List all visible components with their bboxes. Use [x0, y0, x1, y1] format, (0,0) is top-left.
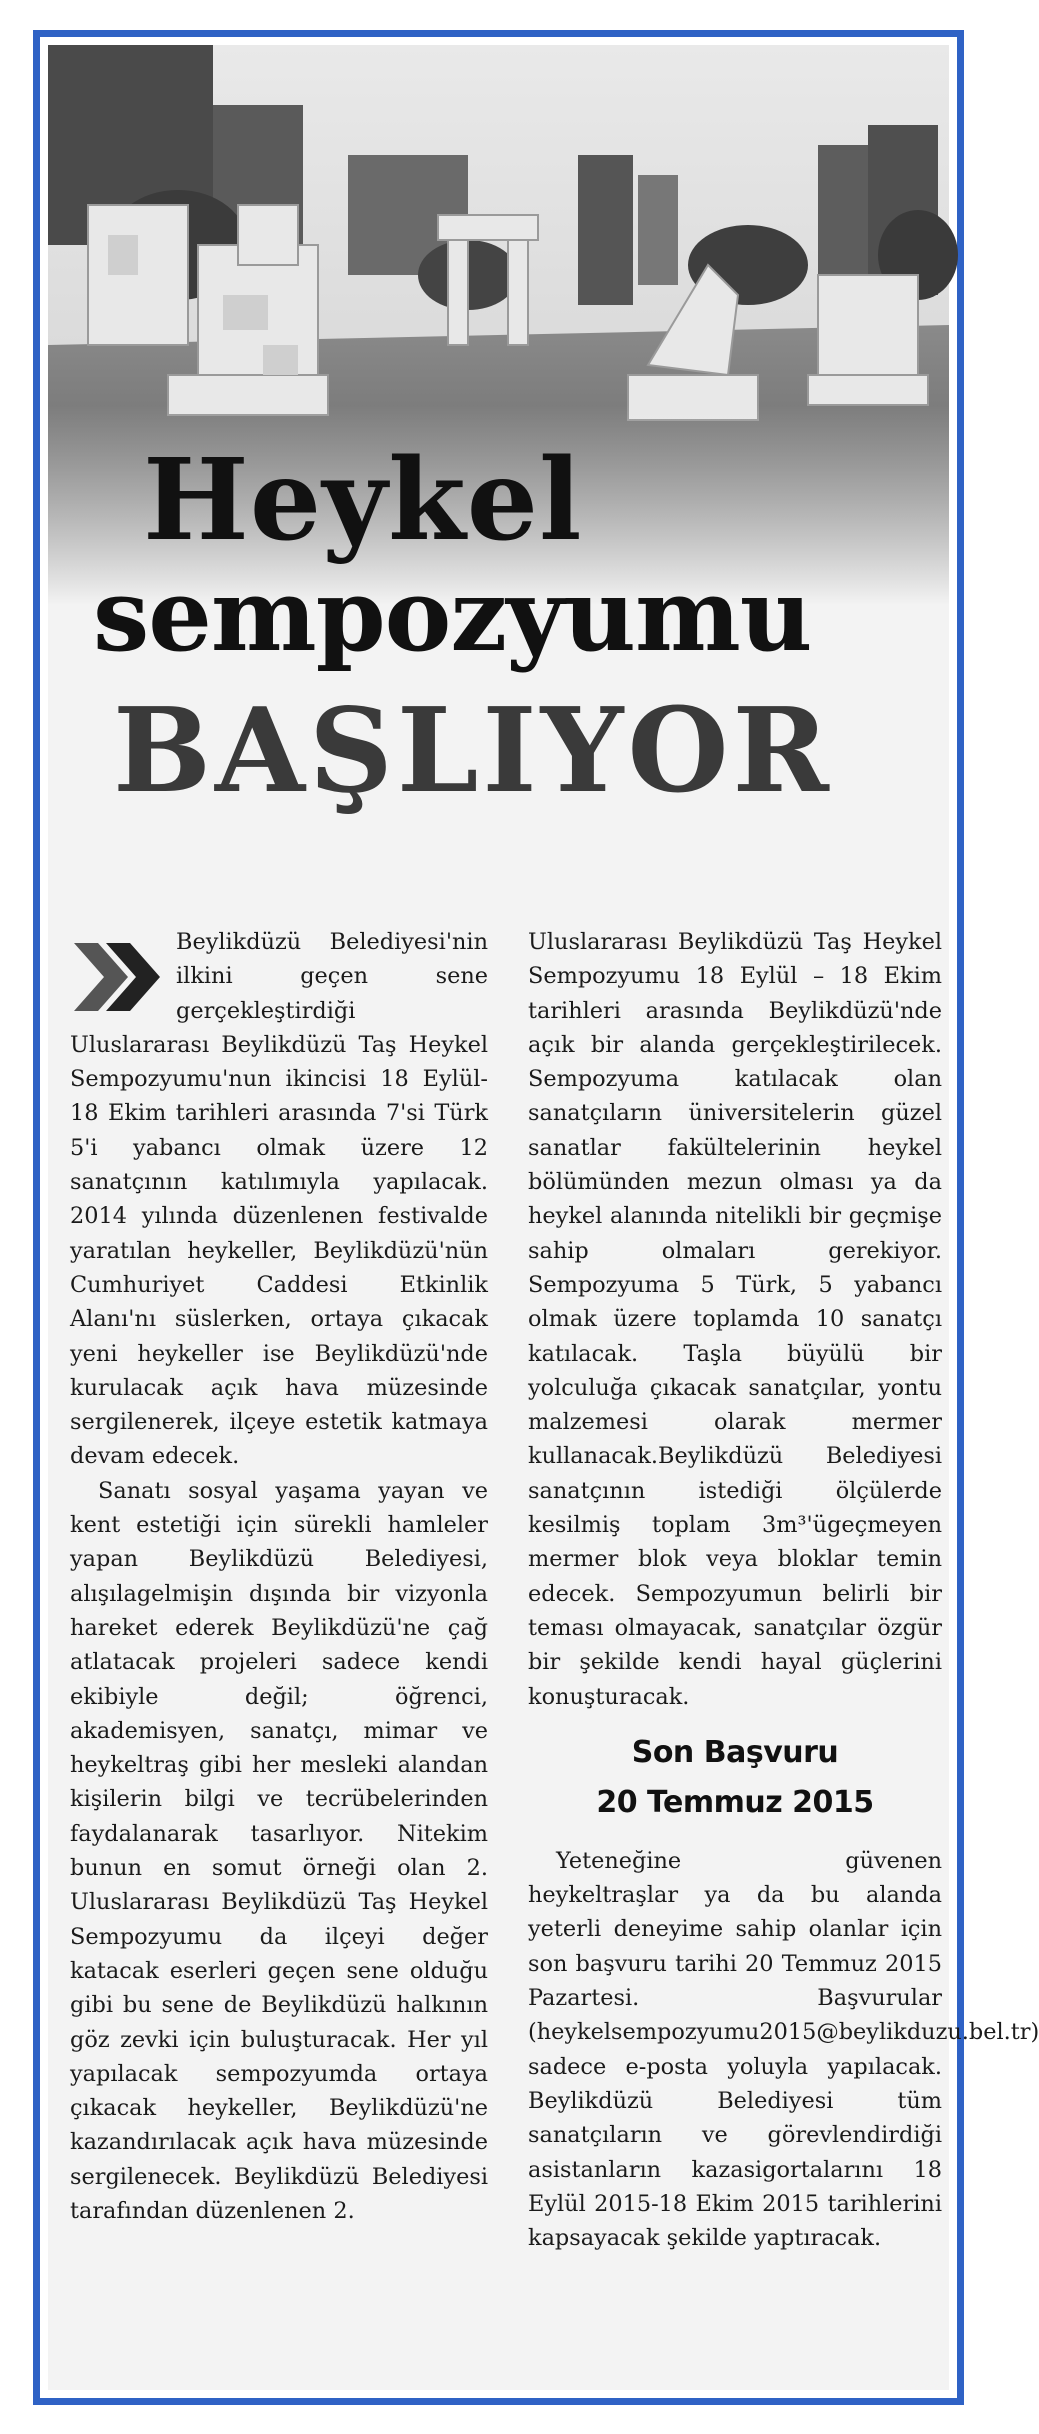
body-paragraph: Beylikdüzü Belediyesi'nin ilkini geçen sene gerçekleştirdiği Uluslararası Beylikdüzü Taş Heykel Sempozyumu'nun ikincisi 18 Eylül-18 Ekim tarihleri arasında 7'si Türk 5'i yabancı olmak üzere 12 sanatçının katılımıyla yapılacak. 2014 yılında düzenlenen festivalde yaratılan heykeller, Beylikdüzü'nün Cumhuriyet Caddesi Etkinlik Alanı'nı süslerken, ortaya çıkacak yeni heykeller ise Beylikdüzü'nde kurulacak açık hava müzesinde sergilenerek, ilçeye estetik katmaya devam edecek. — [70, 929, 488, 1470]
article-frame — [33, 30, 1039, 2405]
subheading — [528, 1728, 942, 1828]
body-paragraph: Uluslararası Beylikdüzü Taş Heykel Sempozyumu 18 Eylül – 18 Ekim tarihleri arasında Beylikdüzü'nde açık bir alanda gerçekleştirilecek. Sempozyuma katılacak olan sanatçıların üniversitelerin güzel sanatlar fakültelerinin heykel bölümünden mezun olması ya da heykel alanında nitelikli bir geçmişe sahip olmaları gerekiyor. Sempozyuma 5 Türk, 5 yabancı olmak üzere toplamda 10 sanatçı katılacak. Taşla büyülü bir yolculuğa çıkacak sanatçılar, yontu malzemesi olarak mermer kullanacak.Beylikdüzü Belediyesi sanatçının istediği ölçülerde kesilmiş toplam 3m³'ügeçmeyen mermer blok veya bloklar temin edecek. Sempozyumun belirli bir teması olmayacak, sanatçılar özgür bir şekilde kendi hayal güçlerini konuşturacak. — [528, 929, 942, 1710]
headline-line-2: sempozyumu — [93, 556, 812, 674]
column-right — [528, 925, 1039, 2255]
headline-line-3: BAŞLIYOR — [113, 683, 833, 819]
headline-line-1: Heykel — [143, 435, 583, 566]
column-left — [70, 925, 488, 2228]
body-paragraph: Sanatı sosyal yaşama yayan ve kent estetiği için sürekli hamleler yapan Beylikdüzü Belediyesi, alışılagelmişin dışında bir vizyonla hareket ederek Beylikdüzü'ne çağ atlatacak projeleri sadece kendi ekibiyle değil; öğrenci, akademisyen, sanatçı, mimar ve heykeltraş gibi her mesleki alandan kişilerin bilgi ve tecrübelerinden faydalanarak tasarlıyor. Nitekim bunun en somut örneği olan 2. Uluslararası Beylikdüzü Taş Heykel Sempozyumu da ilçeyi değer katacak eserleri geçen sene olduğu gibi bu sene de Beylikdüzü halkının göz zevki için buluşturacak. Her yıl yapılacak sempozyumda ortaya çıkacak heykeller, Beylikdüzü'ne kazandırılacak açık hava müzesinde sergilenecek. Beylikdüzü Belediyesi tarafından düzenlenen 2. — [70, 1477, 488, 2224]
double-chevron-right-icon — [70, 929, 166, 1025]
body-paragraph: Yeteneğine güvenen heykeltraşlar ya da bu alanda yeterli deneyime sahip olanlar için son başvuru tarihi 20 Temmuz 2015 Pazartesi. Başvurular (heykelsempozyumu2015@beylikduzu.bel.tr) sadece e-posta yoluyla yapılacak. Beylikdüzü Belediyesi tüm sanatçıların ve görevlendirdiği asistanların kazasigortalarını 18 Eylül 2015-18 Ekim 2015 tarihlerini kapsayacak şekilde yaptıracak. — [528, 1847, 1039, 2252]
subheading-line-2: 20 Temmuz 2015 — [596, 1784, 874, 1820]
subheading-line-1: Son Başvuru — [631, 1734, 839, 1770]
newspaper-clipping — [48, 45, 1039, 2390]
